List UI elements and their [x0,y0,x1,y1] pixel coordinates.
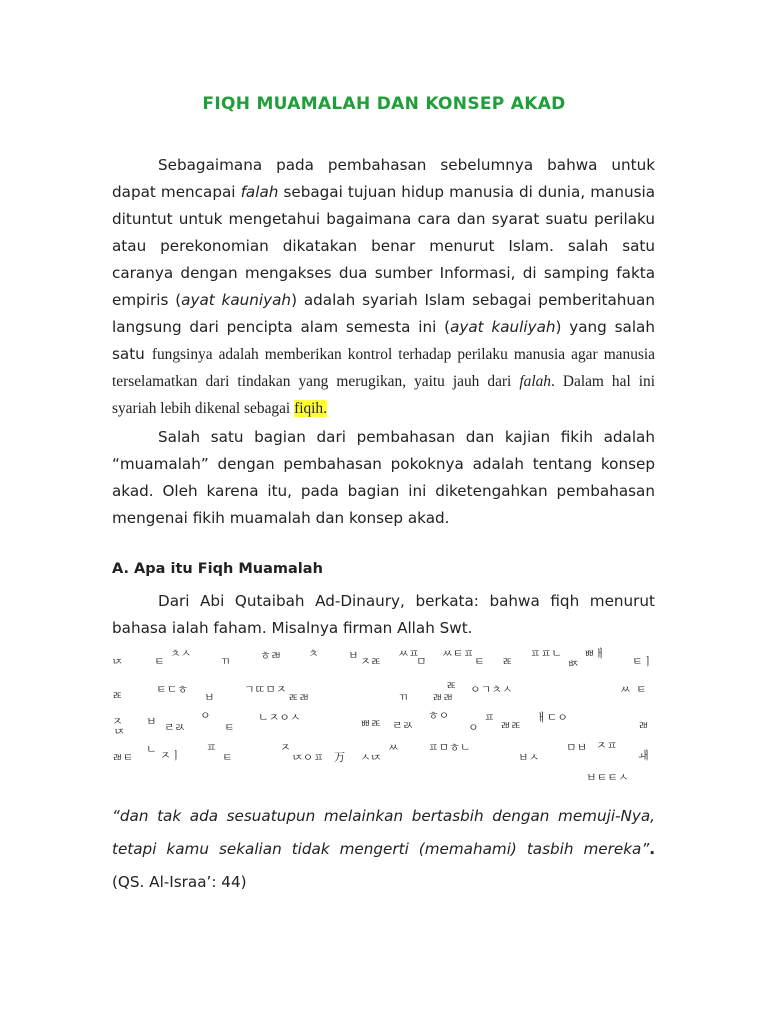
arabic-glyph: ㅌ [222,751,233,764]
arabic-glyph: ㄼ [638,719,649,732]
quran-quote [112,800,655,899]
section-heading: A. Apa itu Fiqh Muamalah [112,561,323,577]
arabic-glyph: ㅂㅅ [518,751,540,764]
intro-text-2: sebagai tujuan hidup manusia di dunia, manusia dituntut untuk mengetahui bagaimana cara dan syarat suatu perilaku atau perekonomian dikatakan benar menurut Islam. salah satu caranya dengan mengakses dua sumber Informasi, di samping fakta empiris ( [112,183,656,309]
arabic-glyph: ㅁㅂ [566,741,588,754]
arabic-glyph: ㄾㄼ [288,691,310,704]
arabic-glyph: ㅃㅐ [584,647,606,660]
arabic-glyph: ㅌㅣ [632,655,654,668]
arabic-glyph: ㅂ [348,649,359,662]
intro-ayat-kauliyah: ayat kauliyah [450,318,556,336]
intro-ayat-kauniyah: ayat kauniyah [181,291,292,309]
arabic-glyph: ㄾ [112,689,123,702]
arabic-glyph: ㄵ [114,725,125,738]
arabic-row [112,765,655,795]
arabic-glyph: ㅌ [154,655,165,668]
document-title: FIQH MUAMALAH DAN KONSEP AKAD [202,94,566,114]
arabic-glyph: ㄲ [220,655,231,668]
arabic-glyph: ㅌ [474,655,485,668]
second-paragraph [112,424,655,532]
arabic-glyph: ㅆㅌㅍ [442,647,474,660]
arabic-glyph: ㅅㄵ [360,751,382,764]
arabic-glyph: ㅍㅁㅎㄴ [428,741,471,754]
arabic-glyph: ㄱㄸㅁㅈ [244,683,287,696]
arabic-glyph: ㅂ [146,715,157,728]
arabic-glyph: ㅈㅣ [160,749,182,762]
arabic-glyph: ㄵㅇㅍ [292,751,324,764]
intro-falah-1: falah [240,183,279,201]
arabic-glyph: ㅎㄼ [260,649,282,662]
arabic-glyph: ㄪ [334,751,345,764]
arabic-glyph: ㄴ [146,743,157,756]
arabic-glyph: ㅍ [484,711,495,724]
arabic-glyph: ㄹㄽ [392,719,414,732]
arabic-glyph: ㅆㅍ [398,647,420,660]
arabic-glyph: ㄴㅈㅇㅅ [258,711,301,724]
arabic-glyph: ㅈ [112,715,123,728]
arabic-row [112,675,655,705]
intro-text-1: Sebagaimana pada pembahasan sebelumnya bahwa untuk dapat mencapai [112,156,655,201]
arabic-glyph: ㅍㅍㄴ [530,647,562,660]
arabic-glyph: ㄹㄽ [164,721,186,734]
arabic-glyph: ㅆ [620,683,631,696]
arabic-glyph: ㅎㅇ [428,709,450,722]
intro-text-3: ) adalah syariah Islam sebagai pemberitahuan langsung dari pencipta alam semesta ini ( [112,291,655,336]
highlighted-fiqih: fiqih. [294,400,327,417]
arabic-glyph: ㅇㄱㅊㅅ [470,683,513,696]
section-paragraph [112,588,655,642]
arabic-glyph: ㅇ [200,709,211,722]
arabic-glyph: ㅍ [206,741,217,754]
quote-reference: (QS. Al-Israa’: 44) [112,873,247,891]
intro-text-5: fungsinya adalah memberikan kontrol terhadap perilaku manusia agar manusia terselamatkan dari tindakan yang merugikan, yaitu jauh dari [112,346,655,390]
arabic-glyph: ㅂㅌㅌㅅ [586,771,629,784]
arabic-glyph: ㅙ [638,749,649,762]
arabic-row [112,705,655,738]
arabic-verse-block [112,645,655,795]
intro-text-6: . Dalam hal ini syariah lebih dikenal sebagai [112,373,655,417]
arabic-row [112,645,655,675]
quote-dot: . [649,840,655,858]
arabic-glyph: ㅈㅍ [596,739,618,752]
arabic-glyph: ㅌ [636,683,647,696]
arabic-glyph: ㄼㄾ [500,719,522,732]
arabic-glyph: ㄲ [398,691,409,704]
arabic-glyph: ㅈ [280,741,291,754]
second-paragraph-text: Salah satu bagian dari pembahasan dan kajian fikih adalah “muamalah” dengan pembahasan pokoknya adalah tentang konsep akad. Oleh karena itu, pada bagian ini diketengahkan pembahasan mengenai fikih muamalah dan konsep akad. [112,428,655,527]
arabic-glyph: ㅃㄾ [360,717,382,730]
arabic-glyph: ㅌ [224,721,235,734]
arabic-glyph: ㄾ [446,679,457,692]
arabic-glyph: ㅐㄷㅇ [536,711,568,724]
arabic-glyph: ㄼㄼ [432,691,454,704]
arabic-glyph: ㅁ [416,655,427,668]
section-paragraph-text: Dari Abi Qutaibah Ad-Dinaury, berkata: bahwa fiqh menurut bahasa ialah faham. Misalnya firman Allah Swt. [112,592,655,637]
arabic-glyph: ㅇ [468,721,479,734]
arabic-glyph: ㅈㄾ [360,655,382,668]
intro-text-4: ) yang salah satu [112,318,655,363]
arabic-glyph: ㅶ [568,657,579,670]
arabic-row [112,735,655,765]
arabic-glyph: ㅂ [204,691,215,704]
quote-translation: “dan tak ada sesuatupun melainkan bertasbih dengan memuji-Nya, tetapi kamu sekalian tidak mengerti (memahami) tasbih mereka” [112,807,655,858]
arabic-glyph: ㄾ [502,655,513,668]
arabic-glyph: ㄼㅌ [112,751,134,764]
arabic-glyph: ㅊ [308,647,319,660]
intro-paragraph [112,152,655,422]
arabic-glyph: ㅌㄷㅎ [156,683,188,696]
arabic-glyph: ㅆ [388,741,399,754]
arabic-glyph: ㅊㅅ [170,647,192,660]
arabic-glyph: ㄵ [112,655,123,668]
intro-falah-2: falah [519,373,551,390]
